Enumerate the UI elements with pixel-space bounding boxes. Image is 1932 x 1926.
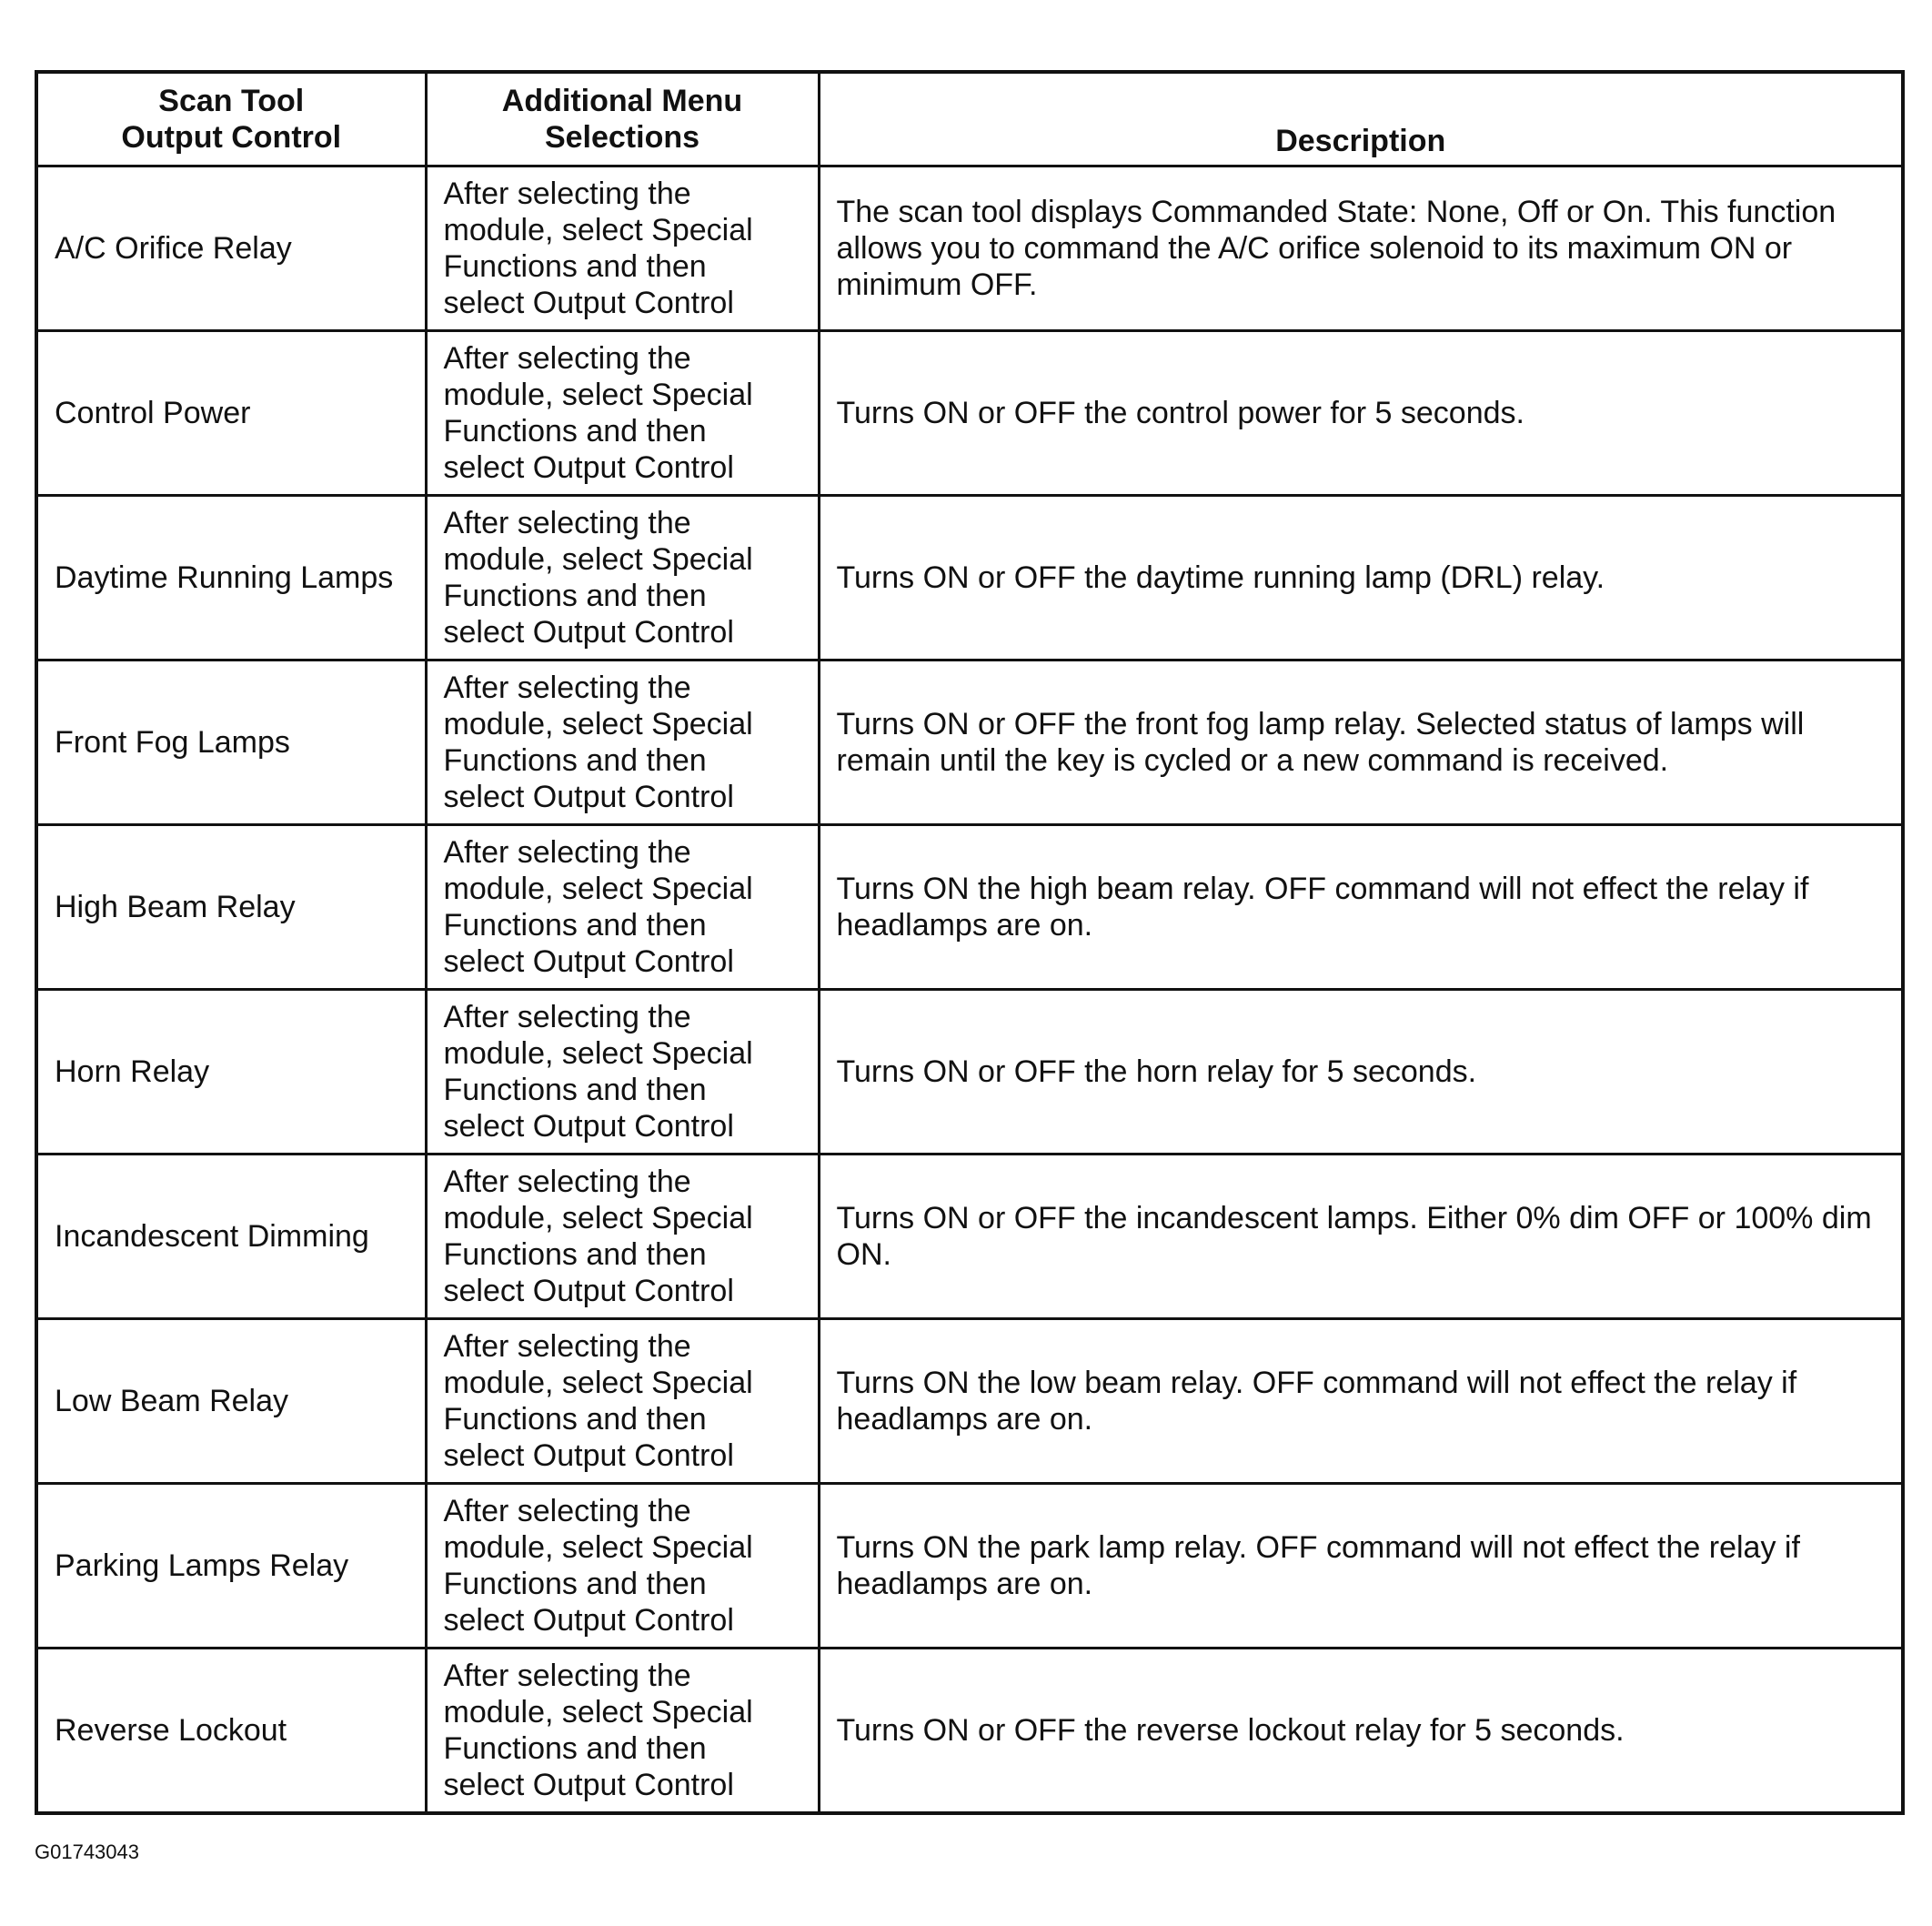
output-control-cell: Reverse Lockout <box>36 1649 426 1814</box>
table-row <box>36 166 1903 331</box>
description-cell: Turns ON or OFF the daytime running lamp (DRL) relay. <box>819 496 1903 660</box>
description-cell: The scan tool displays Commanded State: None, Off or On. This function allows you to command the A/C orifice solenoid to its maximum ON or minimum OFF. <box>819 166 1903 331</box>
output-control-cell: Front Fog Lamps <box>36 660 426 825</box>
table-row <box>36 331 1903 496</box>
table-row <box>36 825 1903 990</box>
header-additional-menu-selections: Additional Menu Selections <box>426 72 819 166</box>
output-control-table <box>35 70 1905 1815</box>
table-header <box>36 72 1903 166</box>
menu-selection-cell: After selecting the module, select Special Functions and then select Output Control <box>426 1649 819 1814</box>
description-cell: Turns ON or OFF the reverse lockout relay for 5 seconds. <box>819 1649 1903 1814</box>
output-control-cell: Low Beam Relay <box>36 1319 426 1484</box>
menu-selection-cell: After selecting the module, select Special Functions and then select Output Control <box>426 331 819 496</box>
menu-selection-cell: After selecting the module, select Special Functions and then select Output Control <box>426 496 819 660</box>
description-cell: Turns ON the high beam relay. OFF command will not effect the relay if headlamps are on. <box>819 825 1903 990</box>
header-scan-tool-output-control: Scan Tool Output Control <box>36 72 426 166</box>
table-row <box>36 660 1903 825</box>
description-cell: Turns ON or OFF the control power for 5 seconds. <box>819 331 1903 496</box>
table-row <box>36 1484 1903 1649</box>
figure-id: G01743043 <box>35 1840 139 1863</box>
output-control-cell: Horn Relay <box>36 990 426 1155</box>
menu-selection-cell: After selecting the module, select Special Functions and then select Output Control <box>426 1319 819 1484</box>
output-control-cell: Incandescent Dimming <box>36 1155 426 1319</box>
description-cell: Turns ON the park lamp relay. OFF command will not effect the relay if headlamps are on. <box>819 1484 1903 1649</box>
menu-selection-cell: After selecting the module, select Special Functions and then select Output Control <box>426 660 819 825</box>
description-cell: Turns ON or OFF the horn relay for 5 seconds. <box>819 990 1903 1155</box>
menu-selection-cell: After selecting the module, select Special Functions and then select Output Control <box>426 166 819 331</box>
table-row <box>36 1649 1903 1814</box>
menu-selection-cell: After selecting the module, select Special Functions and then select Output Control <box>426 1484 819 1649</box>
table-body <box>36 166 1903 1814</box>
description-cell: Turns ON or OFF the incandescent lamps. Either 0% dim OFF or 100% dim ON. <box>819 1155 1903 1319</box>
table-row <box>36 1155 1903 1319</box>
output-control-cell: Daytime Running Lamps <box>36 496 426 660</box>
table-row <box>36 496 1903 660</box>
menu-selection-cell: After selecting the module, select Special Functions and then select Output Control <box>426 825 819 990</box>
table-row <box>36 1319 1903 1484</box>
table-row <box>36 990 1903 1155</box>
output-control-cell: High Beam Relay <box>36 825 426 990</box>
menu-selection-cell: After selecting the module, select Special Functions and then select Output Control <box>426 1155 819 1319</box>
menu-selection-cell: After selecting the module, select Special Functions and then select Output Control <box>426 990 819 1155</box>
output-control-cell: Control Power <box>36 331 426 496</box>
header-description: Description <box>819 72 1903 166</box>
description-cell: Turns ON or OFF the front fog lamp relay. Selected status of lamps will remain until the key is cycled or a new command is received. <box>819 660 1903 825</box>
header-row <box>36 72 1903 166</box>
description-cell: Turns ON the low beam relay. OFF command will not effect the relay if headlamps are on. <box>819 1319 1903 1484</box>
output-control-cell: A/C Orifice Relay <box>36 166 426 331</box>
output-control-cell: Parking Lamps Relay <box>36 1484 426 1649</box>
